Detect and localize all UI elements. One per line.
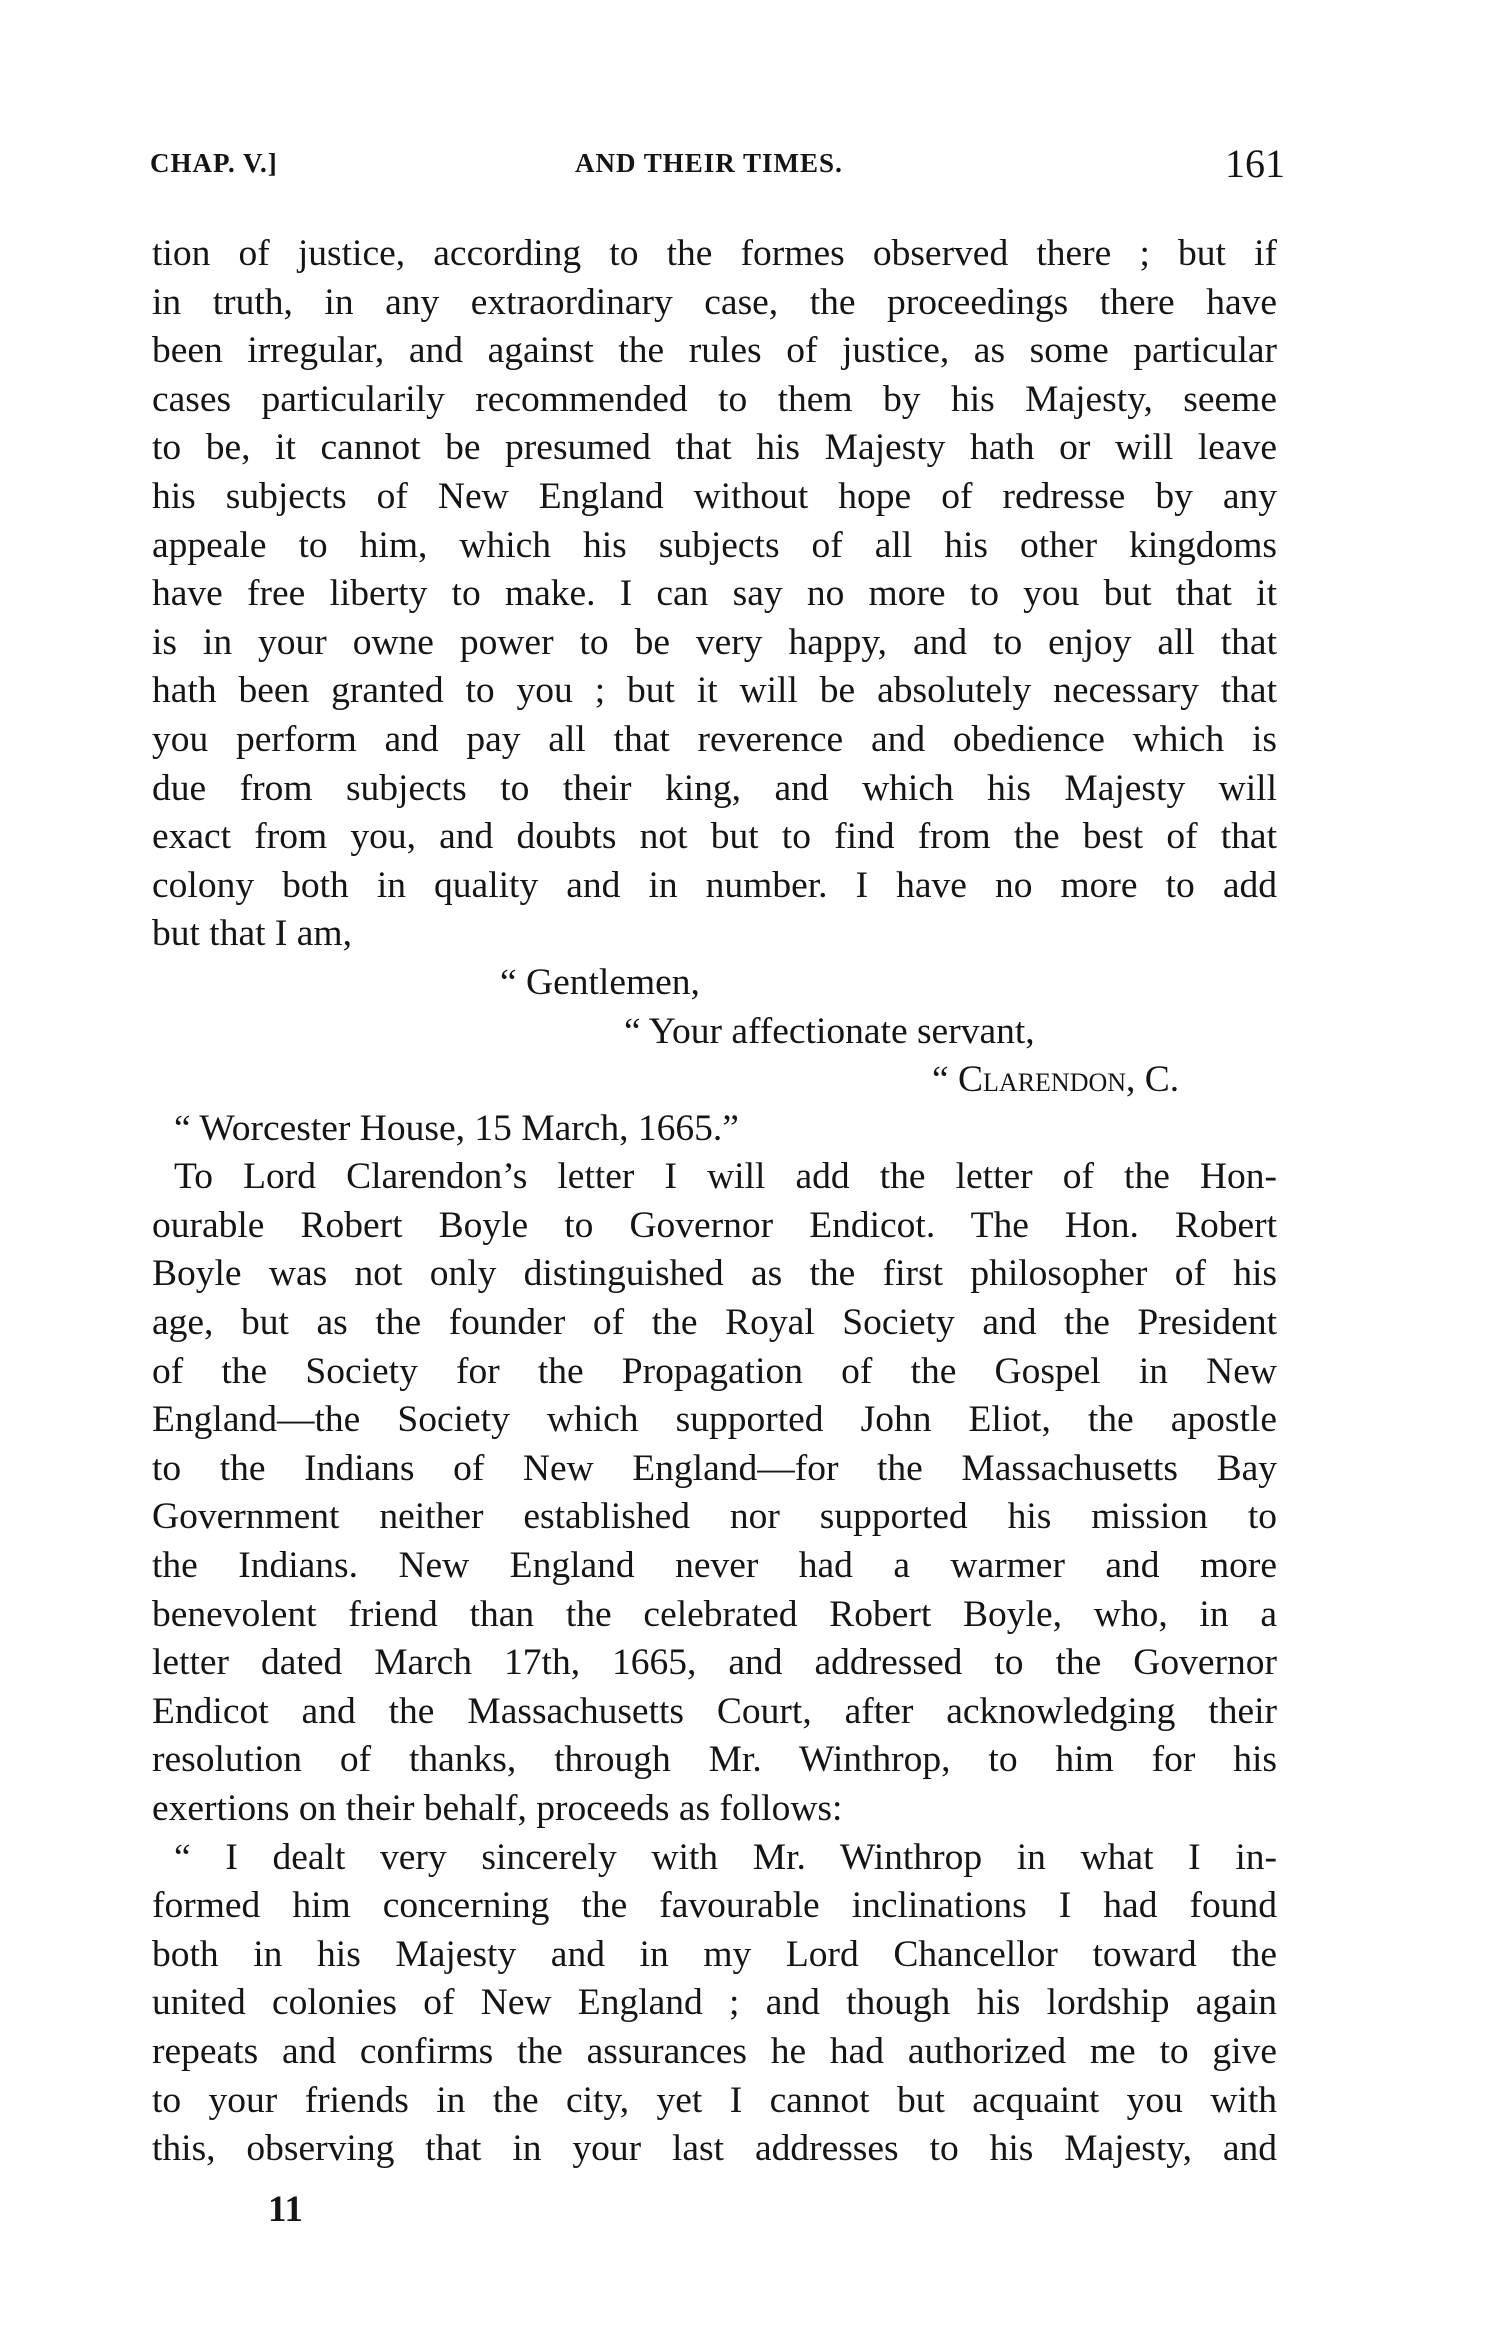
signatory-prefix: “	[932, 1059, 959, 1101]
text-line: cases particularily recommended to them by his Majesty, seeme	[152, 378, 1277, 420]
text-line: “ I dealt very sincerely with Mr. Winthrop in what I in-	[174, 1836, 1277, 1878]
text-line: resolution of thanks, through Mr. Winthrop, to him for his	[152, 1739, 1277, 1781]
paragraph-boyle-quote	[152, 1834, 1277, 2174]
text-line: ourable Robert Boyle to Governor Endicot. The Hon. Robert	[152, 1204, 1277, 1246]
text-line: formed him concerning the favourable inclinations I had found	[152, 1885, 1277, 1927]
dateline: “ Worcester House, 15 March, 1665.”	[174, 1107, 739, 1149]
text-line: of the Society for the Propagation of the Gospel in New	[152, 1350, 1277, 1392]
text-line: appeale to him, which his subjects of all his other kingdoms	[152, 524, 1277, 566]
text-line: both in his Majesty and in my Lord Chancellor toward the	[152, 1933, 1277, 1975]
text-line: exertions on their behalf, proceeds as follows:	[152, 1788, 843, 1829]
text-line: have free liberty to make. I can say no more to you but that it	[152, 573, 1277, 615]
text-line: due from subjects to their king, and which his Majesty will	[152, 767, 1277, 809]
text-line: the Indians. New England never had a warmer and more	[152, 1545, 1277, 1587]
text-line: been irregular, and against the rules of justice, as some particular	[152, 330, 1277, 372]
text-line: To Lord Clarendon’s letter I will add the letter of the Hon-	[174, 1156, 1277, 1198]
text-line: is in your owne power to be very happy, and to enjoy all that	[152, 621, 1277, 663]
page-number: 161	[1225, 141, 1285, 186]
text-line: his subjects of New England without hope of redresse by any	[152, 475, 1277, 517]
text-line: England—the Society which supported John Eliot, the apostle	[152, 1399, 1277, 1441]
signatory-suffix: , C.	[1126, 1059, 1180, 1101]
text-line: you perform and pay all that reverence and obedience which is	[152, 718, 1277, 760]
running-header	[150, 141, 1285, 188]
text-line: this, observing that in your last addresses to his Majesty, and	[152, 2128, 1277, 2170]
signatory	[152, 1056, 1277, 1105]
text-line: exact from you, and doubts not but to find from the best of that	[152, 816, 1277, 858]
text-line: hath been granted to you ; but it will be absolutely necessary that	[152, 670, 1277, 712]
text-line: to the Indians of New England—for the Massachusetts Bay	[152, 1447, 1277, 1489]
text-line: letter dated March 17th, 1665, and addressed to the Governor	[152, 1642, 1277, 1684]
body-text	[152, 230, 1277, 2174]
text-line: to your friends in the city, yet I cannot but acquaint you with	[152, 2079, 1277, 2121]
chapter-label: CHAP. V.]	[150, 148, 278, 178]
text-line: age, but as the founder of the Royal Society and the President	[152, 1302, 1277, 1344]
text-line: united colonies of New England ; and though his lordship again	[152, 1982, 1277, 2024]
text-line: Government neither established nor supported his mission to	[152, 1496, 1277, 1538]
text-line: Boyle was not only distinguished as the first philosopher of his	[152, 1253, 1277, 1295]
paragraph-letter-continuation	[152, 230, 1277, 959]
text-line: in truth, in any extraordinary case, the proceedings there have	[152, 281, 1277, 323]
text-line: repeats and confirms the assurances he had authorized me to give	[152, 2030, 1277, 2072]
text-line: benevolent friend than the celebrated Robert Boyle, who, in a	[152, 1593, 1277, 1635]
signature-mark: 11	[268, 2189, 303, 2230]
paragraph-boyle-intro	[152, 1153, 1277, 1833]
letter-signature-block	[152, 959, 1277, 1153]
signatory-name: Clarendon	[958, 1059, 1127, 1101]
salutation: “ Gentlemen,	[500, 961, 700, 1003]
text-line: tion of justice, according to the formes observed there ; but if	[152, 233, 1277, 274]
text-line: colony both in quality and in number. I have no more to add	[152, 864, 1277, 906]
text-line: Endicot and the Massachusetts Court, after acknowledging their	[152, 1690, 1277, 1732]
closing: “ Your affectionate servant,	[624, 1010, 1035, 1052]
running-title: AND THEIR TIMES.	[575, 148, 843, 178]
text-line: to be, it cannot be presumed that his Majesty hath or will leave	[152, 427, 1277, 469]
text-line: but that I am,	[152, 913, 352, 955]
